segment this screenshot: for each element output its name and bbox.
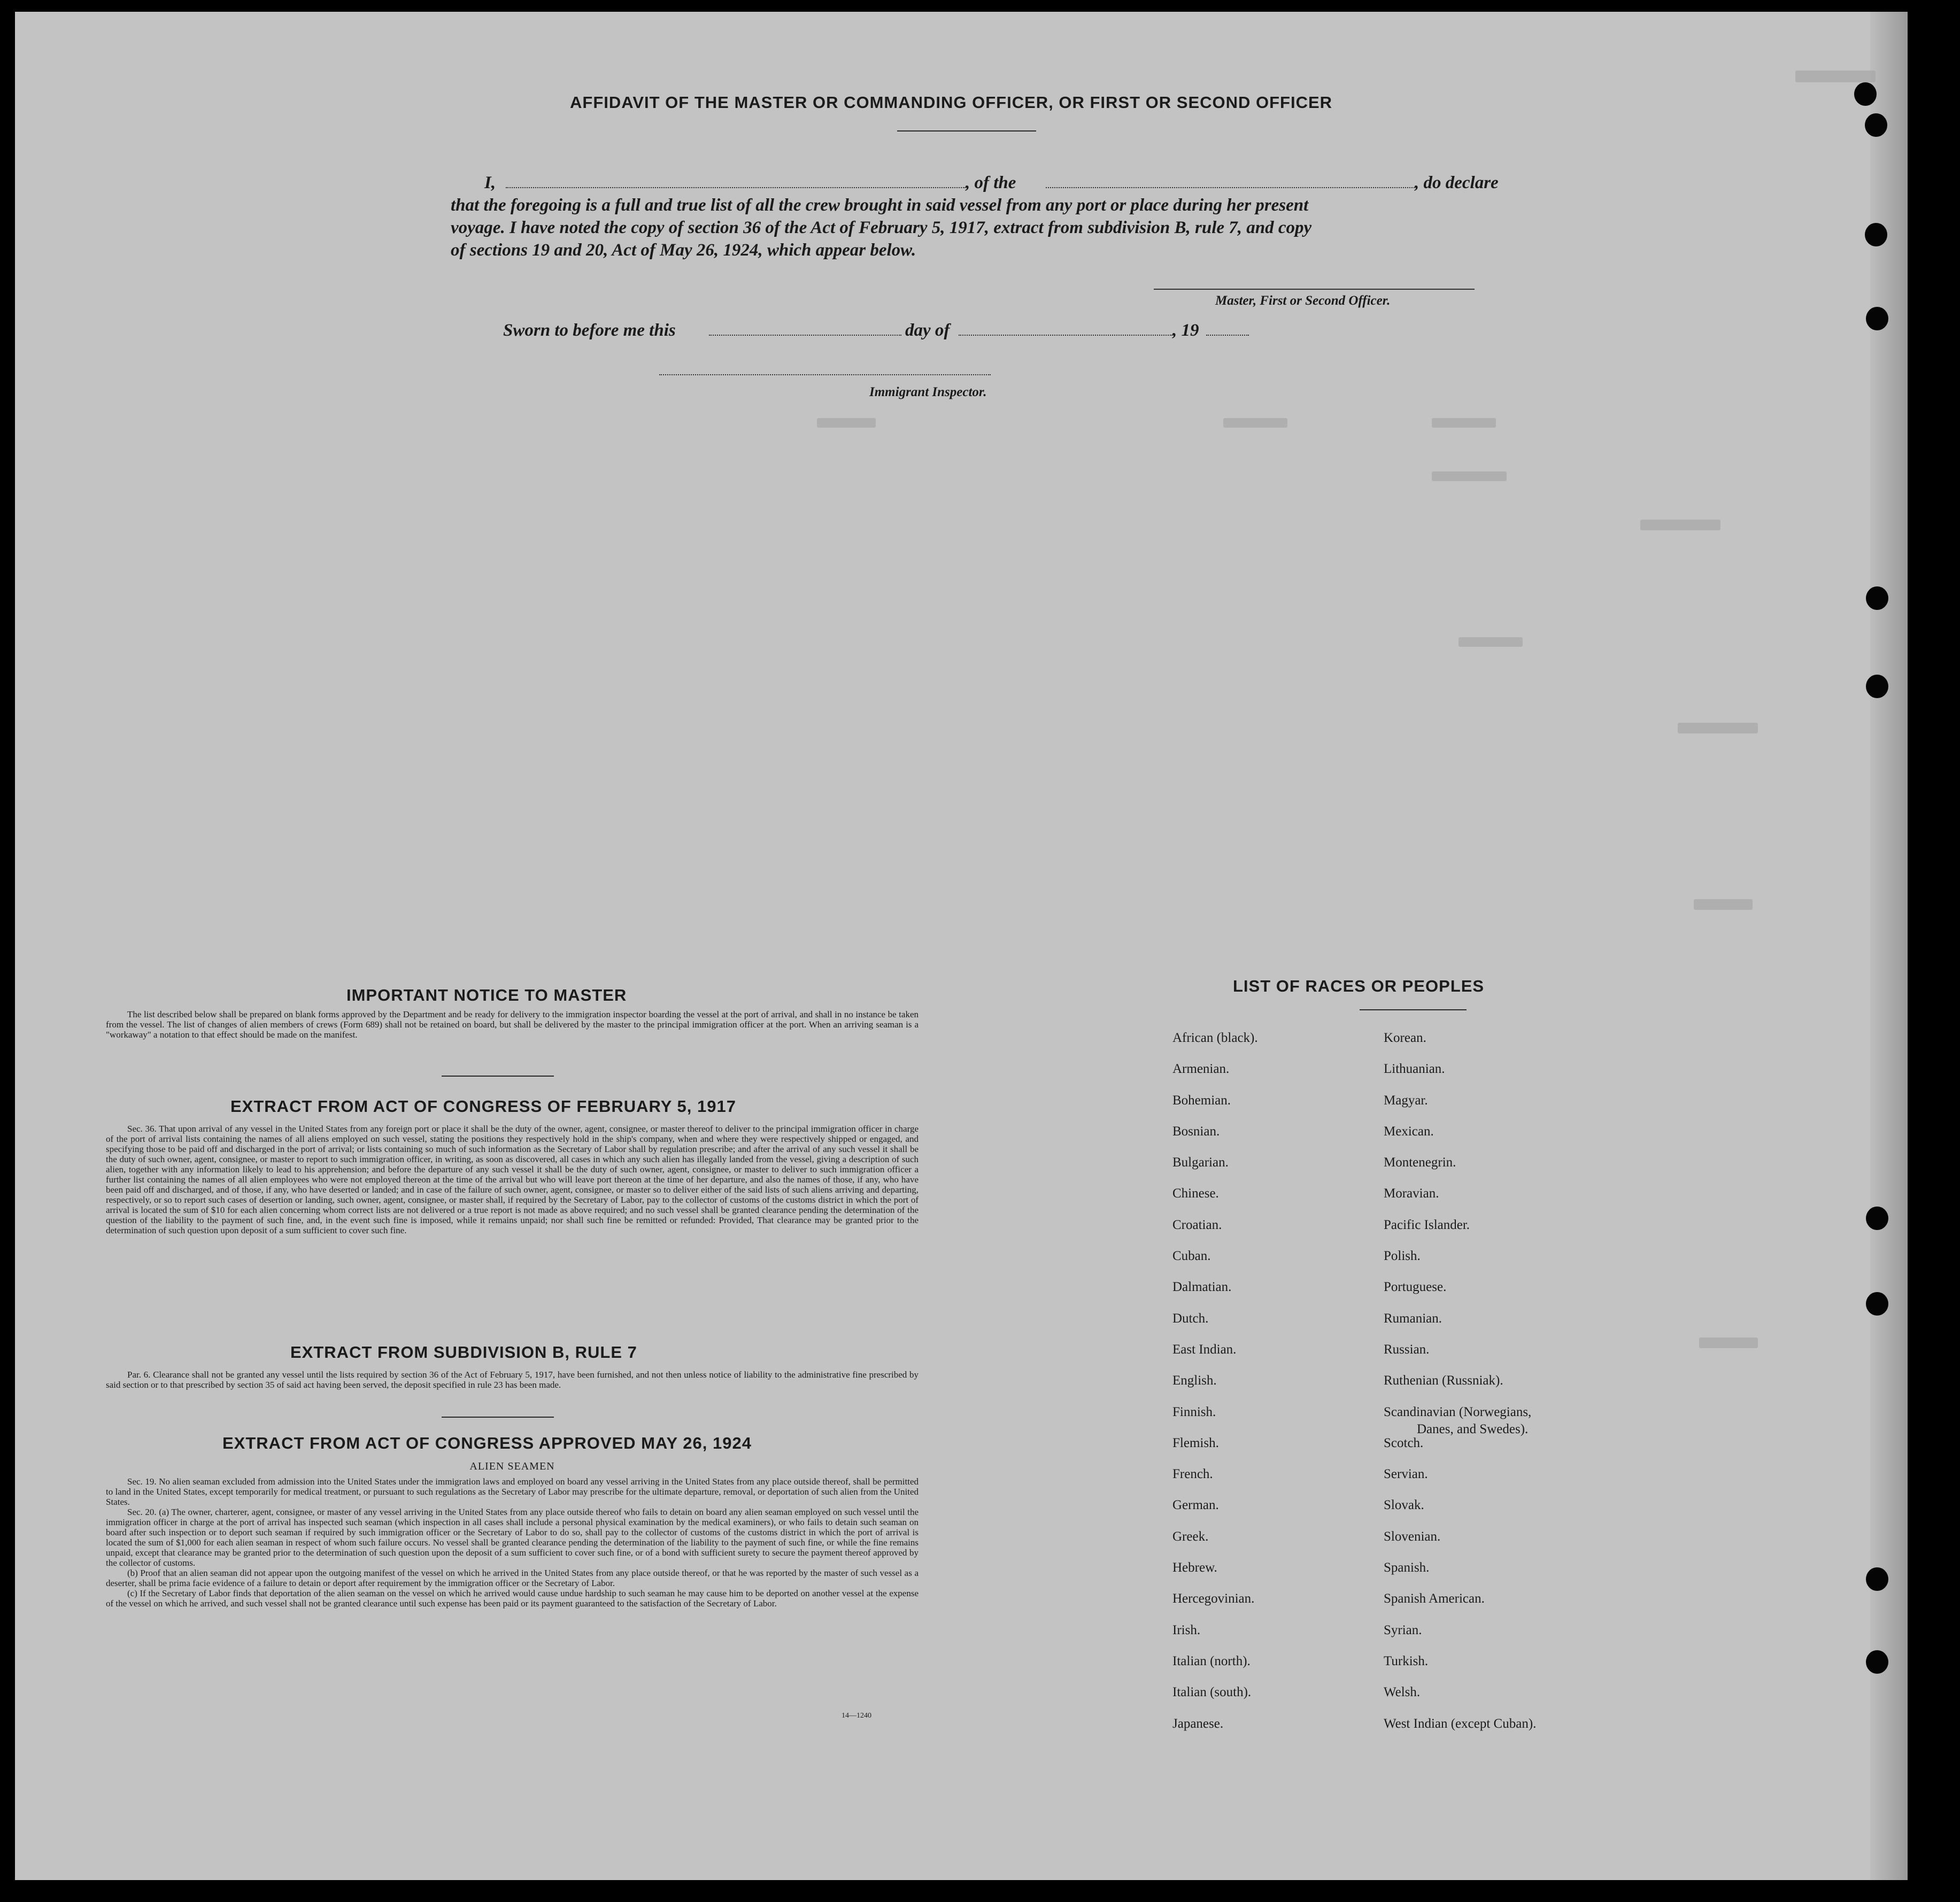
inspector-signature-line[interactable] (659, 374, 991, 375)
race-item: Portuguese. (1384, 1280, 1447, 1295)
race-item: Greek. (1172, 1529, 1209, 1544)
extract-1924-body (106, 1476, 919, 1609)
rule7-title: EXTRACT FROM SUBDIVISION B, RULE 7 (290, 1343, 637, 1362)
race-item: Scandinavian (Norwegians, (1384, 1404, 1532, 1419)
race-item: Welsh. (1384, 1685, 1421, 1700)
race-item: Syrian. (1384, 1622, 1422, 1637)
race-item: Flemish. (1172, 1435, 1219, 1450)
race-item: African (black). (1172, 1031, 1258, 1045)
year-prefix: , 19 (1172, 321, 1199, 340)
rule7-body (106, 1370, 919, 1390)
sec-20c-paragraph: (c) If the Secretary of Labor finds that deportation of the alien seaman on the vessel on which he arrived would cause undue hardship to such seaman he may cause him to be deported on another vessel at the expense of the vessel on which he arrived, and such vessel shall not be granted clearance until such expense has been paid or its payment guaranteed to the satisfaction of the Secretary of Labor. (106, 1588, 919, 1609)
page-edge-shadow (1870, 12, 1908, 1880)
race-item: Lithuanian. (1384, 1062, 1445, 1077)
race-item: East Indian. (1172, 1342, 1237, 1357)
races-left-column (1172, 1031, 1258, 1748)
race-item: Armenian. (1172, 1062, 1230, 1077)
extract-1917-paragraph: Sec. 36. That upon arrival of any vessel in the United States from any foreign port or place it shall be the duty of the owner, agent, consignee, or master thereof to deliver to the principal immigration officer in charge of the port of arrival lists containing the names of all aliens employed on such vessel, stating the positions they respectively hold in the ship's company, when and where they were respectively shipped or engaged, and specifying those to be paid off and discharged in the port of arrival; or lists containing so much of such information as the Secretary of Labor shall by regulation prescribe; and after the arrival of any such vessel it shall be the duty of such owner, agent, consignee, or master to report to such immigration officer, in writing, as soon as discovered, all cases in which any such alien has illegally landed from the vessel, giving a description of such alien, together with any information likely to lead to his apprehension; and before the departure of any such vessel it shall be the duty of such owner, agent, consignee, or master to deliver to such immigration officer a further list containing the names of all alien employees who were not employed thereon at the time of the arrival but who will leave port thereon at the time of her departure, and also the names of those, if any, who have been paid off and discharged, and of those, if any, who have deserted or landed; and in case of the failure of such owner, agent, consignee, or master so to deliver either of the said lists of such aliens arriving and departing, respectively, or so to report such cases of desertion or landing, such owner, agent, consignee, or master shall, if required by the Secretary of Labor, pay to the collector of customs of the customs district in which the port of arrival is located the sum of $10 for each alien concerning whom correct lists are not delivered or a true report is not made as above required; and no such vessel shall be granted clearance pending the determination of the question of the liability to the payment of such fine, and, in the event such fine is imposed, while it remains unpaid; nor shall such fine be remitted or refunded: Provided, That clearance may be granted prior to the determination of such question upon deposit of a sum sufficient to cover such fine. (106, 1124, 919, 1235)
race-item: Slovak. (1384, 1498, 1424, 1513)
affidavit-line-2: that the foregoing is a full and true list of all the crew brought in said vessel from any port or place during her present (451, 196, 1309, 215)
race-item: Scotch. (1384, 1435, 1424, 1450)
race-item: Irish. (1172, 1622, 1201, 1637)
sworn-day-blank[interactable] (709, 335, 901, 336)
affidavit-do-declare: , do declare (1415, 173, 1499, 192)
bleed-mark (1432, 471, 1507, 481)
race-item: Spanish. (1384, 1560, 1430, 1575)
sec-20a-paragraph: Sec. 20. (a) The owner, charterer, agent, consignee, or master of any vessel arriving in the United States from any place outside thereof who fails to detain on board any alien seaman employed on such vessel until the immigration officer in charge at the port of arrival has inspected such seaman (which inspection in all cases shall include a personal physical examination by the medical examiners), or who fails to detain such seaman on board after such inspection or to deport such seaman if required by such immigration officer or the Secretary of Labor to do so, shall pay to the collector of customs of the customs district in which the port of arrival is located the sum of $1,000 for each alien seaman in respect of whom such failure occurs. No vessel shall be granted clearance pending the determination of the liability to the payment of such fine, or while the fine remains unpaid, except that clearance may be granted prior to the determination of such question upon the deposit of a sum sufficient to cover such fine, or of a bond with sufficient surety to secure the payment thereof approved by the collector of customs. (106, 1507, 919, 1568)
sworn-year-blank[interactable] (1206, 335, 1249, 336)
notice-title: IMPORTANT NOTICE TO MASTER (346, 986, 627, 1004)
race-item: Finnish. (1172, 1404, 1216, 1419)
race-item: Hercegovinian. (1172, 1591, 1255, 1606)
master-name-blank[interactable] (506, 187, 966, 188)
binder-hole (1854, 82, 1877, 106)
race-item: Slovenian. (1384, 1529, 1441, 1544)
affidavit-title: AFFIDAVIT OF THE MASTER OR COMMANDING OFFICER, OR FIRST OR SECOND OFFICER (570, 93, 1333, 112)
race-item: Bosnian. (1172, 1124, 1220, 1139)
notice-paragraph: The list described below shall be prepared on blank forms approved by the Department and be ready for delivery to the immigration inspector boarding the vessel at the port of arrival, and shall in no instance be taken from the vessel. The list of changes of alien members of crews (Form 689) shall not be retained on board, but shall be delivered by the master to the principal immigration officer at the port. When an arriving seaman is a "workaway" a notation to that effect should be made on the manifest. (106, 1009, 919, 1040)
race-item: Italian (north). (1172, 1653, 1251, 1668)
binder-hole (1866, 675, 1888, 698)
race-item: Hebrew. (1172, 1560, 1217, 1575)
race-item: Turkish. (1384, 1653, 1429, 1668)
race-item: Servian. (1384, 1467, 1428, 1482)
alien-seamen-subtitle: ALIEN SEAMEN (469, 1460, 555, 1472)
races-title: LIST OF RACES OR PEOPLES (1233, 977, 1485, 995)
race-item: Dalmatian. (1172, 1280, 1232, 1295)
race-item: Magyar. (1384, 1093, 1428, 1108)
race-item: Polish. (1384, 1249, 1421, 1264)
binder-hole (1866, 307, 1888, 330)
races-divider (1360, 1009, 1467, 1010)
extract-1924-title: EXTRACT FROM ACT OF CONGRESS APPROVED MAY 26, 1924 (222, 1434, 752, 1452)
day-of-label: day of (905, 321, 950, 340)
race-item: Italian (south). (1172, 1685, 1252, 1700)
race-item: Pacific Islander. (1384, 1217, 1470, 1232)
binder-hole (1866, 1650, 1888, 1674)
notice-divider (442, 1076, 554, 1077)
binder-hole (1866, 1207, 1888, 1230)
rule7-divider (442, 1417, 554, 1418)
sworn-month-blank[interactable] (959, 335, 1172, 336)
sec-20b-paragraph: (b) Proof that an alien seaman did not appear upon the outgoing manifest of the vessel on which he arrived in the United States from any place outside thereof, or that he was reported by the master of such vessel as a deserter, shall be prima facie evidence of a failure to detain or deport after requirement by the immigration officer or the Secretary of Labor. (106, 1568, 919, 1588)
affidavit-of-the: , of the (966, 173, 1016, 192)
binder-hole (1866, 1292, 1888, 1316)
sworn-label: Sworn to before me this (503, 321, 676, 340)
affidavit-line-4: of sections 19 and 20, Act of May 26, 1924, which appear below. (451, 241, 916, 260)
bleed-mark (1694, 899, 1753, 910)
race-item: Chinese. (1172, 1186, 1219, 1201)
extract-1917-title: EXTRACT FROM ACT OF CONGRESS OF FEBRUARY 5, 1917 (230, 1097, 736, 1116)
form-number: 14—1240 (842, 1712, 871, 1720)
race-item: Russian. (1384, 1342, 1430, 1357)
race-item: Rumanian. (1384, 1311, 1442, 1326)
master-signature-caption: Master, First or Second Officer. (1215, 293, 1391, 308)
race-item: West Indian (except Cuban). (1384, 1716, 1537, 1731)
bleed-mark (1699, 1337, 1758, 1348)
document-page (15, 12, 1908, 1880)
bleed-mark (1459, 637, 1523, 647)
race-item: Japanese. (1172, 1716, 1224, 1731)
bleed-mark (1678, 723, 1758, 733)
races-right-column (1384, 1031, 1536, 1748)
bleed-mark (1223, 418, 1287, 428)
title-underline (897, 130, 1036, 132)
binder-hole (1866, 1567, 1888, 1591)
race-item: Spanish American. (1384, 1591, 1485, 1606)
bleed-mark (1432, 418, 1496, 428)
inspector-caption: Immigrant Inspector. (869, 385, 987, 399)
rule7-paragraph: Par. 6. Clearance shall not be granted any vessel until the lists required by section 36 of the Act of February 5, 1917, have been furnished, and not then unless notice of liability to the administrative fine prescribed by said section or to that prescribed by section 35 of said act having been served, the deposit specified in rule 23 has been made. (106, 1370, 919, 1390)
master-signature-line[interactable] (1154, 289, 1475, 290)
race-item-continuation: Danes, and Swedes). (1417, 1422, 1529, 1436)
race-item: French. (1172, 1467, 1213, 1482)
binder-hole (1866, 586, 1888, 610)
race-item: German. (1172, 1498, 1219, 1513)
race-item: Croatian. (1172, 1217, 1222, 1232)
race-item: Moravian. (1384, 1186, 1439, 1201)
extract-1917-body (106, 1124, 919, 1235)
binder-hole (1865, 113, 1887, 137)
race-item: Bulgarian. (1172, 1155, 1229, 1170)
race-item: Bohemian. (1172, 1093, 1231, 1108)
sec-19-paragraph: Sec. 19. No alien seaman excluded from admission into the United States under the immigration laws and employed on board any vessel arriving in the United States from any place outside thereof, shall be permitted to land in the United States, except temporarily for medical treatment, or pursuant to such regulations as the Secretary of Labor may prescribe for the ultimate departure, removal, or deportation of such alien from the United States. (106, 1476, 919, 1507)
affidavit-line-3: voyage. I have noted the copy of section 36 of the Act of February 5, 1917, extract from subdivision B, rule 7, and copy (451, 218, 1312, 237)
race-item: Montenegrin. (1384, 1155, 1456, 1170)
race-item: English. (1172, 1373, 1217, 1388)
race-item: Ruthenian (Russniak). (1384, 1373, 1503, 1388)
race-item: Dutch. (1172, 1311, 1209, 1326)
bleed-mark (1795, 71, 1876, 82)
binder-hole (1865, 223, 1887, 246)
notice-body (106, 1009, 919, 1040)
race-item: Cuban. (1172, 1249, 1211, 1264)
race-item: Korean. (1384, 1031, 1426, 1045)
bleed-mark (1640, 520, 1720, 530)
race-item: Mexican. (1384, 1124, 1434, 1139)
vessel-name-blank[interactable] (1046, 187, 1415, 188)
affidavit-i-label: I, (484, 173, 496, 192)
bleed-mark (817, 418, 876, 428)
